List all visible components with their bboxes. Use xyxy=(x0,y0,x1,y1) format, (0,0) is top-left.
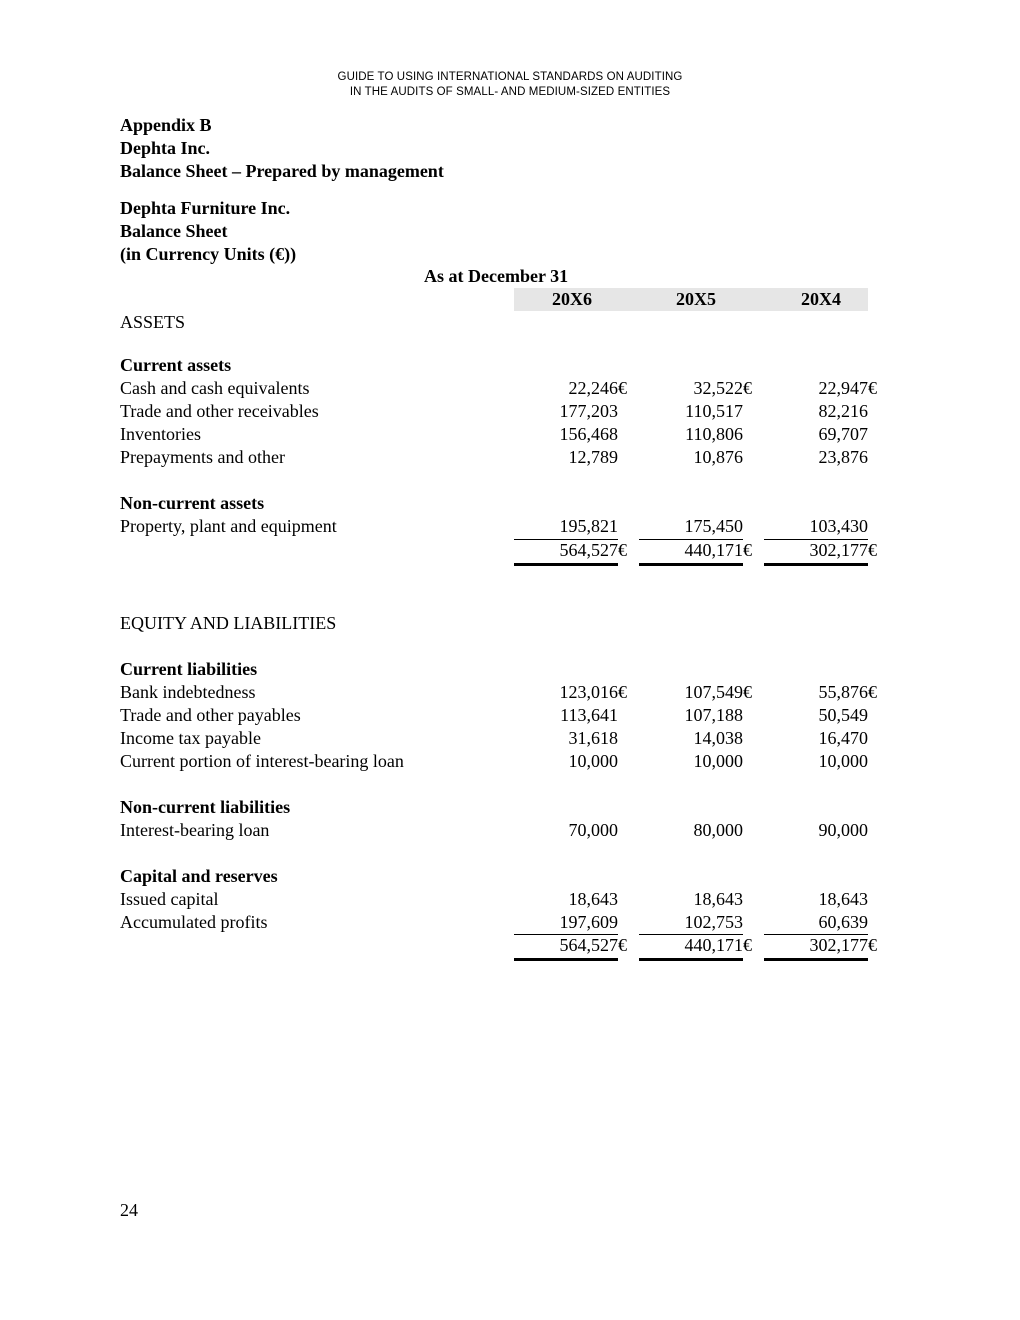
amount: 177,203 xyxy=(559,401,618,421)
amount: 55,876 xyxy=(818,682,868,702)
amount: 107,549 xyxy=(684,682,743,702)
current-liabilities-heading-row xyxy=(0,658,1020,681)
equity-liabilities-total-value-20x4 xyxy=(809,934,877,957)
equity-total-double-rule-3 xyxy=(764,958,868,961)
amount: 16,470 xyxy=(818,728,868,748)
amount: 32,522 xyxy=(693,378,743,398)
appendix-title-block xyxy=(120,114,444,183)
non-current-liabilities-row-value-20x6 xyxy=(569,819,619,842)
currency-symbol: € xyxy=(743,540,752,560)
capital-reserves-row-value-20x4 xyxy=(819,888,869,911)
amount: 102,753 xyxy=(684,912,743,932)
amount: 564,527 xyxy=(559,935,618,955)
current-assets-row-label: Trade and other receivables xyxy=(120,401,319,421)
equity-liabilities-total-row xyxy=(0,934,1020,957)
current-assets-heading-row xyxy=(0,354,1020,377)
current-assets-heading: Current assets xyxy=(120,355,232,375)
equity-liabilities-heading: EQUITY AND LIABILITIES xyxy=(120,613,337,633)
current-liabilities-row xyxy=(0,704,1020,727)
running-header xyxy=(0,70,1020,100)
capital-reserves-row-value-20x4 xyxy=(819,911,869,934)
currency-symbol: € xyxy=(743,935,752,955)
current-liabilities-row-label: Income tax payable xyxy=(120,728,261,748)
capital-reserves-row-value-20x5 xyxy=(685,911,744,934)
current-liabilities-row-value-20x4 xyxy=(819,727,869,750)
amount: 10,000 xyxy=(818,751,868,771)
capital-reserves-row xyxy=(0,911,1020,934)
current-assets-row xyxy=(0,446,1020,469)
currency-symbol: € xyxy=(743,682,752,702)
current-assets-row-label: Inventories xyxy=(120,424,201,444)
current-liabilities-row-value-20x5 xyxy=(694,727,744,750)
current-assets-row-label: Prepayments and other xyxy=(120,447,285,467)
current-liabilities-row-value-20x4 xyxy=(819,750,869,773)
current-assets-row-label: Cash and cash equivalents xyxy=(120,378,310,398)
current-assets-row-value-20x5 xyxy=(693,377,752,400)
running-header-line-1: GUIDE TO USING INTERNATIONAL STANDARDS ON AUDITING xyxy=(337,71,683,83)
assets-total-value-20x4 xyxy=(809,539,877,562)
current-assets-row-value-20x6 xyxy=(568,377,627,400)
currency-symbol: € xyxy=(743,378,752,398)
current-assets-row-value-20x4 xyxy=(819,400,869,423)
amount: 18,643 xyxy=(693,889,743,909)
appendix-title: Appendix B xyxy=(120,115,212,135)
amount: 14,038 xyxy=(693,728,743,748)
amount: 156,468 xyxy=(559,424,618,444)
currency-symbol: € xyxy=(868,378,877,398)
current-assets-row xyxy=(0,377,1020,400)
current-assets-row-value-20x5 xyxy=(685,400,743,423)
amount: 23,876 xyxy=(818,447,868,467)
assets-total-value-20x6 xyxy=(559,539,627,562)
appendix-subtitle: Balance Sheet – Prepared by management xyxy=(120,161,444,181)
current-liabilities-row xyxy=(0,750,1020,773)
current-assets-row-value-20x5 xyxy=(685,423,743,446)
assets-total-row xyxy=(0,539,1020,562)
non-current-liabilities-heading-row xyxy=(0,796,1020,819)
current-assets-row xyxy=(0,400,1020,423)
statement-title: Balance Sheet xyxy=(120,221,228,241)
current-assets-row-value-20x6 xyxy=(569,446,619,469)
non-current-assets-row-value-20x6 xyxy=(560,515,619,538)
statement-company: Dephta Furniture Inc. xyxy=(120,198,291,218)
currency-symbol: € xyxy=(868,682,877,702)
current-assets-row-value-20x4 xyxy=(819,423,869,446)
year-header-20x5: 20X5 xyxy=(676,289,716,309)
amount: 110,517 xyxy=(685,401,743,421)
equity-total-double-rule-1 xyxy=(514,958,618,961)
amount: 175,450 xyxy=(684,516,743,536)
amount: 113,641 xyxy=(560,705,618,725)
amount: 10,000 xyxy=(693,751,743,771)
statement-units: (in Currency Units (€)) xyxy=(120,244,297,264)
year-column-header xyxy=(514,288,868,311)
equity-liabilities-total-value-20x6 xyxy=(559,934,627,957)
equity-total-double-rule-2 xyxy=(639,958,743,961)
non-current-liabilities-row-value-20x4 xyxy=(819,819,869,842)
current-assets-row-value-20x5 xyxy=(694,446,744,469)
current-liabilities-row xyxy=(0,681,1020,704)
current-liabilities-row-label: Trade and other payables xyxy=(120,705,301,725)
amount: 12,789 xyxy=(568,447,618,467)
non-current-liabilities-row-value-20x5 xyxy=(694,819,744,842)
year-header-20x4: 20X4 xyxy=(801,289,841,309)
amount: 107,188 xyxy=(684,705,743,725)
amount: 302,177 xyxy=(809,935,868,955)
non-current-liabilities-row-label: Interest-bearing loan xyxy=(120,820,270,840)
assets-total-double-rule-2 xyxy=(639,563,743,566)
current-liabilities-row-value-20x6 xyxy=(569,750,619,773)
current-liabilities-row-label: Current portion of interest-bearing loan xyxy=(120,751,404,771)
current-liabilities-row xyxy=(0,727,1020,750)
current-assets-row-value-20x4 xyxy=(818,377,877,400)
current-assets-row-value-20x6 xyxy=(560,423,619,446)
assets-total-value-20x5 xyxy=(684,539,752,562)
current-liabilities-row-label: Bank indebtedness xyxy=(120,682,256,702)
currency-symbol: € xyxy=(868,935,877,955)
amount: 80,000 xyxy=(693,820,743,840)
year-header-20x6: 20X6 xyxy=(552,289,592,309)
currency-symbol: € xyxy=(868,540,877,560)
non-current-assets-row-value-20x4 xyxy=(810,515,869,538)
capital-reserves-row xyxy=(0,888,1020,911)
as-at-date: As at December 31 xyxy=(424,266,569,286)
non-current-assets-row xyxy=(0,515,1020,538)
current-assets-row xyxy=(0,423,1020,446)
statement-title-block xyxy=(120,197,296,266)
current-liabilities-row-value-20x4 xyxy=(819,704,869,727)
appendix-company: Dephta Inc. xyxy=(120,138,211,158)
amount: 22,947 xyxy=(818,378,868,398)
capital-reserves-row-label: Accumulated profits xyxy=(120,912,268,932)
amount: 31,618 xyxy=(568,728,618,748)
amount: 440,171 xyxy=(684,540,743,560)
amount: 103,430 xyxy=(809,516,868,536)
amount: 110,806 xyxy=(685,424,743,444)
amount: 195,821 xyxy=(559,516,618,536)
capital-reserves-row-value-20x5 xyxy=(694,888,744,911)
current-liabilities-row-value-20x4 xyxy=(818,681,877,704)
current-liabilities-row-value-20x5 xyxy=(684,681,752,704)
non-current-liabilities-row xyxy=(0,819,1020,842)
amount: 302,177 xyxy=(809,540,868,560)
non-current-assets-heading: Non-current assets xyxy=(120,493,265,513)
assets-heading: ASSETS xyxy=(120,312,186,332)
capital-reserves-row-value-20x6 xyxy=(560,911,619,934)
current-liabilities-row-value-20x6 xyxy=(559,681,627,704)
amount: 18,643 xyxy=(568,889,618,909)
amount: 440,171 xyxy=(684,935,743,955)
amount: 82,216 xyxy=(818,401,868,421)
current-liabilities-row-value-20x6 xyxy=(560,704,618,727)
non-current-liabilities-heading: Non-current liabilities xyxy=(120,797,291,817)
amount: 50,549 xyxy=(818,705,868,725)
amount: 22,246 xyxy=(568,378,618,398)
amount: 197,609 xyxy=(559,912,618,932)
capital-reserves-row-value-20x6 xyxy=(569,888,619,911)
currency-symbol: € xyxy=(618,540,627,560)
current-liabilities-row-value-20x5 xyxy=(685,704,744,727)
currency-symbol: € xyxy=(618,682,627,702)
amount: 123,016 xyxy=(559,682,618,702)
currency-symbol: € xyxy=(618,378,627,398)
amount: 69,707 xyxy=(818,424,868,444)
non-current-assets-row-label: Property, plant and equipment xyxy=(120,516,337,536)
assets-total-double-rule-1 xyxy=(514,563,618,566)
capital-reserves-row-label: Issued capital xyxy=(120,889,219,909)
amount: 18,643 xyxy=(818,889,868,909)
non-current-assets-heading-row xyxy=(0,492,1020,515)
page-number: 24 xyxy=(120,1200,138,1220)
amount: 90,000 xyxy=(818,820,868,840)
equity-liabilities-total-value-20x5 xyxy=(684,934,752,957)
running-header-line-2: IN THE AUDITS OF SMALL- AND MEDIUM-SIZED ENTITIES xyxy=(349,86,671,98)
capital-reserves-heading: Capital and reserves xyxy=(120,866,278,886)
current-liabilities-row-value-20x6 xyxy=(569,727,619,750)
current-assets-row-value-20x6 xyxy=(560,400,619,423)
current-liabilities-row-value-20x5 xyxy=(694,750,744,773)
amount: 10,000 xyxy=(568,751,618,771)
current-liabilities-heading: Current liabilities xyxy=(120,659,258,679)
current-assets-row-value-20x4 xyxy=(819,446,869,469)
assets-total-double-rule-3 xyxy=(764,563,868,566)
amount: 10,876 xyxy=(693,447,743,467)
currency-symbol: € xyxy=(618,935,627,955)
non-current-assets-row-value-20x5 xyxy=(685,515,744,538)
capital-reserves-heading-row xyxy=(0,865,1020,888)
amount: 70,000 xyxy=(568,820,618,840)
amount: 564,527 xyxy=(559,540,618,560)
amount: 60,639 xyxy=(818,912,868,932)
